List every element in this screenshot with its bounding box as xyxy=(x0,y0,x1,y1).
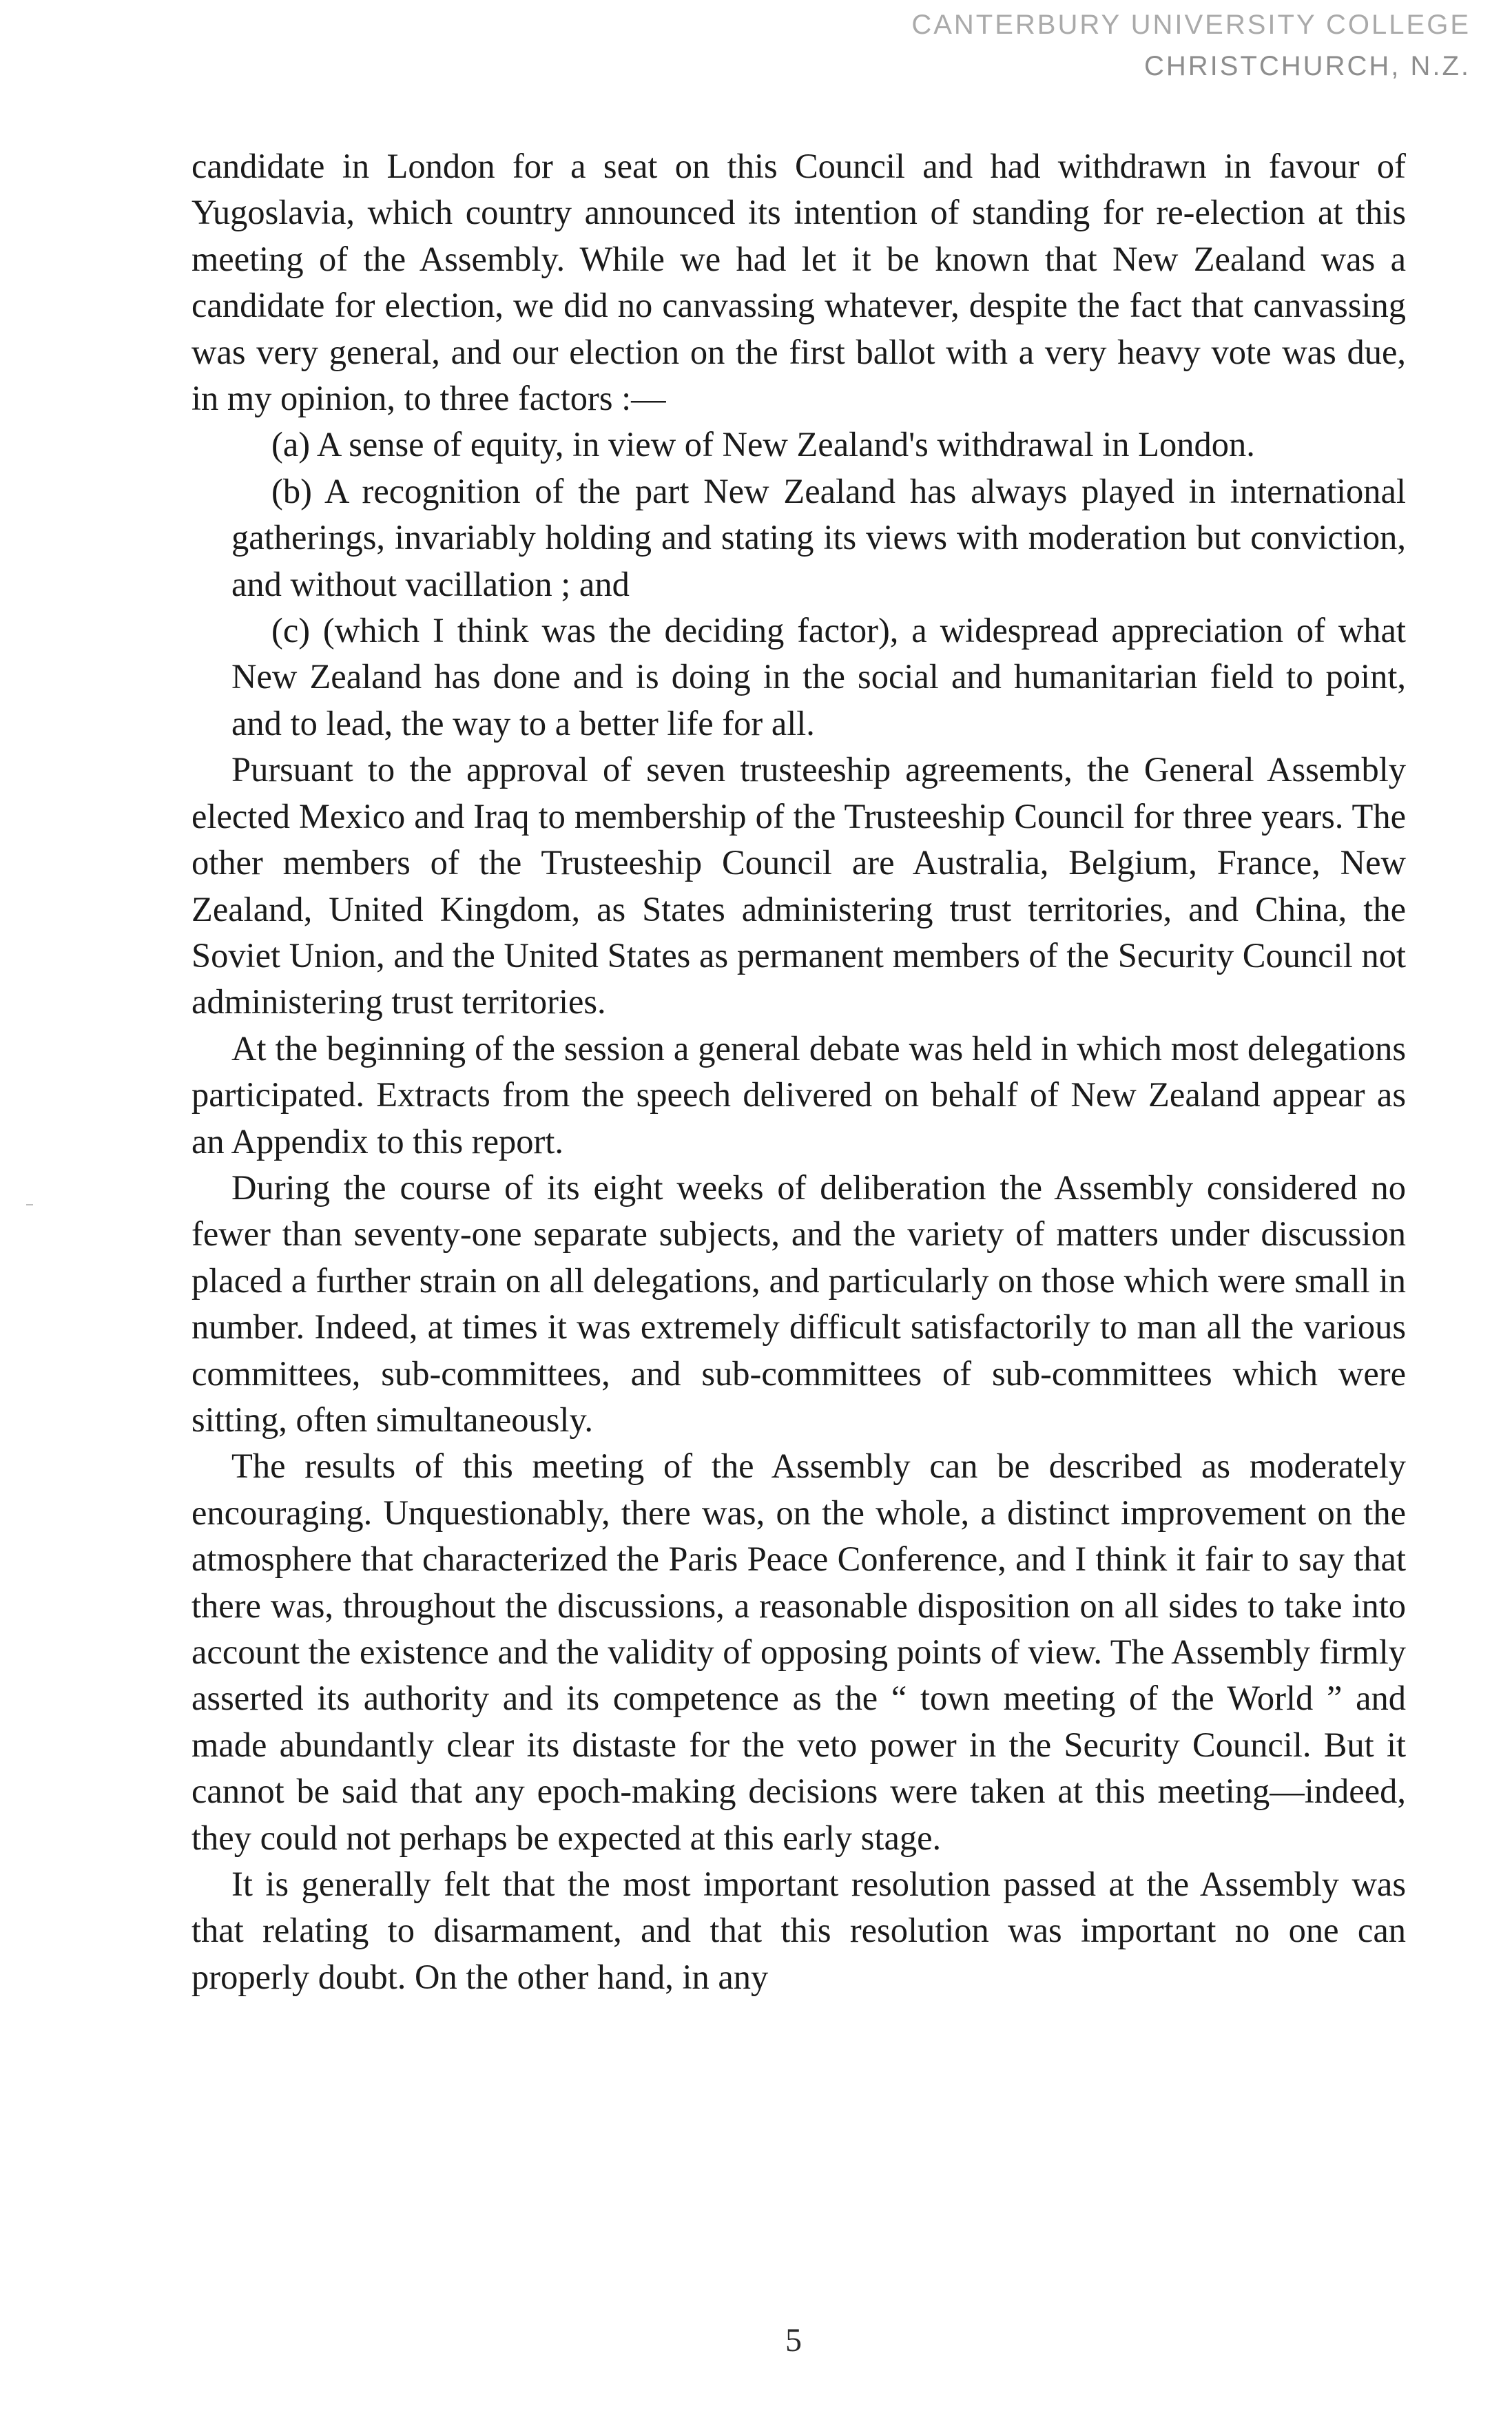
library-stamp xyxy=(911,4,1471,87)
stamp-institution: CANTERBURY UNIVERSITY COLLEGE xyxy=(911,10,1471,40)
margin-mark xyxy=(26,1204,33,1205)
paragraph-disarmament: It is generally felt that the most important resolution passed at the Assembly was that relating to disarmament, and that this resolution was important no one can properly doubt. On the other hand, in any xyxy=(191,1865,1406,1996)
paragraph-continued: candidate in London for a seat on this Council and had withdrawn in favour of Yugoslavia, which country announced its intention of standing for re-election at this meeting of the Assembly. While we had let it be known that New Zealand was a candidate for election, we did no canvassing whatever, despite the fact that canvassing was very general, and our election on the first ballot with a very heavy vote was due, in my opinion, to three factors :— xyxy=(191,147,1406,418)
body-text xyxy=(191,143,1406,2000)
stamp-location: CHRISTCHURCH, N.Z. xyxy=(1144,51,1471,81)
paragraph-trusteeship: Pursuant to the approval of seven trusteeship agreements, the General Assembly elected Mexico and Iraq to membership of the Trusteeship Council for three years. The other members of the Trusteeship Council are Australia, Belgium, France, New Zealand, United Kingdom, as States administering trust territories, and China, the Soviet Union, and the United States as permanent members of the Security Council not administering trust territories. xyxy=(191,750,1406,1022)
factor-b: (b) A recognition of the part New Zealand has always played in international gatherings, invariably holding and stating its views with moderation but conviction, and without vacillation ; and xyxy=(231,471,1406,603)
factor-c: (c) (which I think was the deciding factor), a widespread appreciation of what New Zealand has done and is doing in the social and humanitarian field to point, and to lead, the way to a better life for all. xyxy=(231,611,1406,743)
paragraph-deliberation: During the course of its eight weeks of deliberation the Assembly considered no fewer than seventy-one separate subjects, and the variety of matters under discussion placed a further strain on all delegations, and particularly on those which were small in number. Indeed, at times it was extremely difficult satisfactorily to man all the various committees, sub-committees, and sub-committees of sub-committees which were sitting, often simultaneously. xyxy=(191,1168,1406,1439)
page-number: 5 xyxy=(785,2322,802,2359)
paragraph-general-debate: At the beginning of the session a general debate was held in which most delegations participated. Extracts from the speech delivered on behalf of New Zealand appear as an Appendix to this report. xyxy=(191,1028,1406,1161)
paragraph-results: The results of this meeting of the Assembly can be described as moderately encouraging. Unquestionably, there was, on the whole, a distinct improvement on the atmosphere that characterized the Paris Peace Conference, and I think it fair to say that there was, throughout the discussions, a reasonable disposition on all sides to take into account the existence and the validity of opposing points of view. The Assembly firmly asserted its authority and its competence as the “ town meeting of the World ” and made abundantly clear its distaste for the veto power in the Security Council. But it cannot be said that any epoch-making decisions were taken at this meeting—indeed, they could not perhaps be expected at this early stage. xyxy=(191,1447,1406,1857)
factor-a: (a) A sense of equity, in view of New Zealand's withdrawal in London. xyxy=(271,425,1255,464)
